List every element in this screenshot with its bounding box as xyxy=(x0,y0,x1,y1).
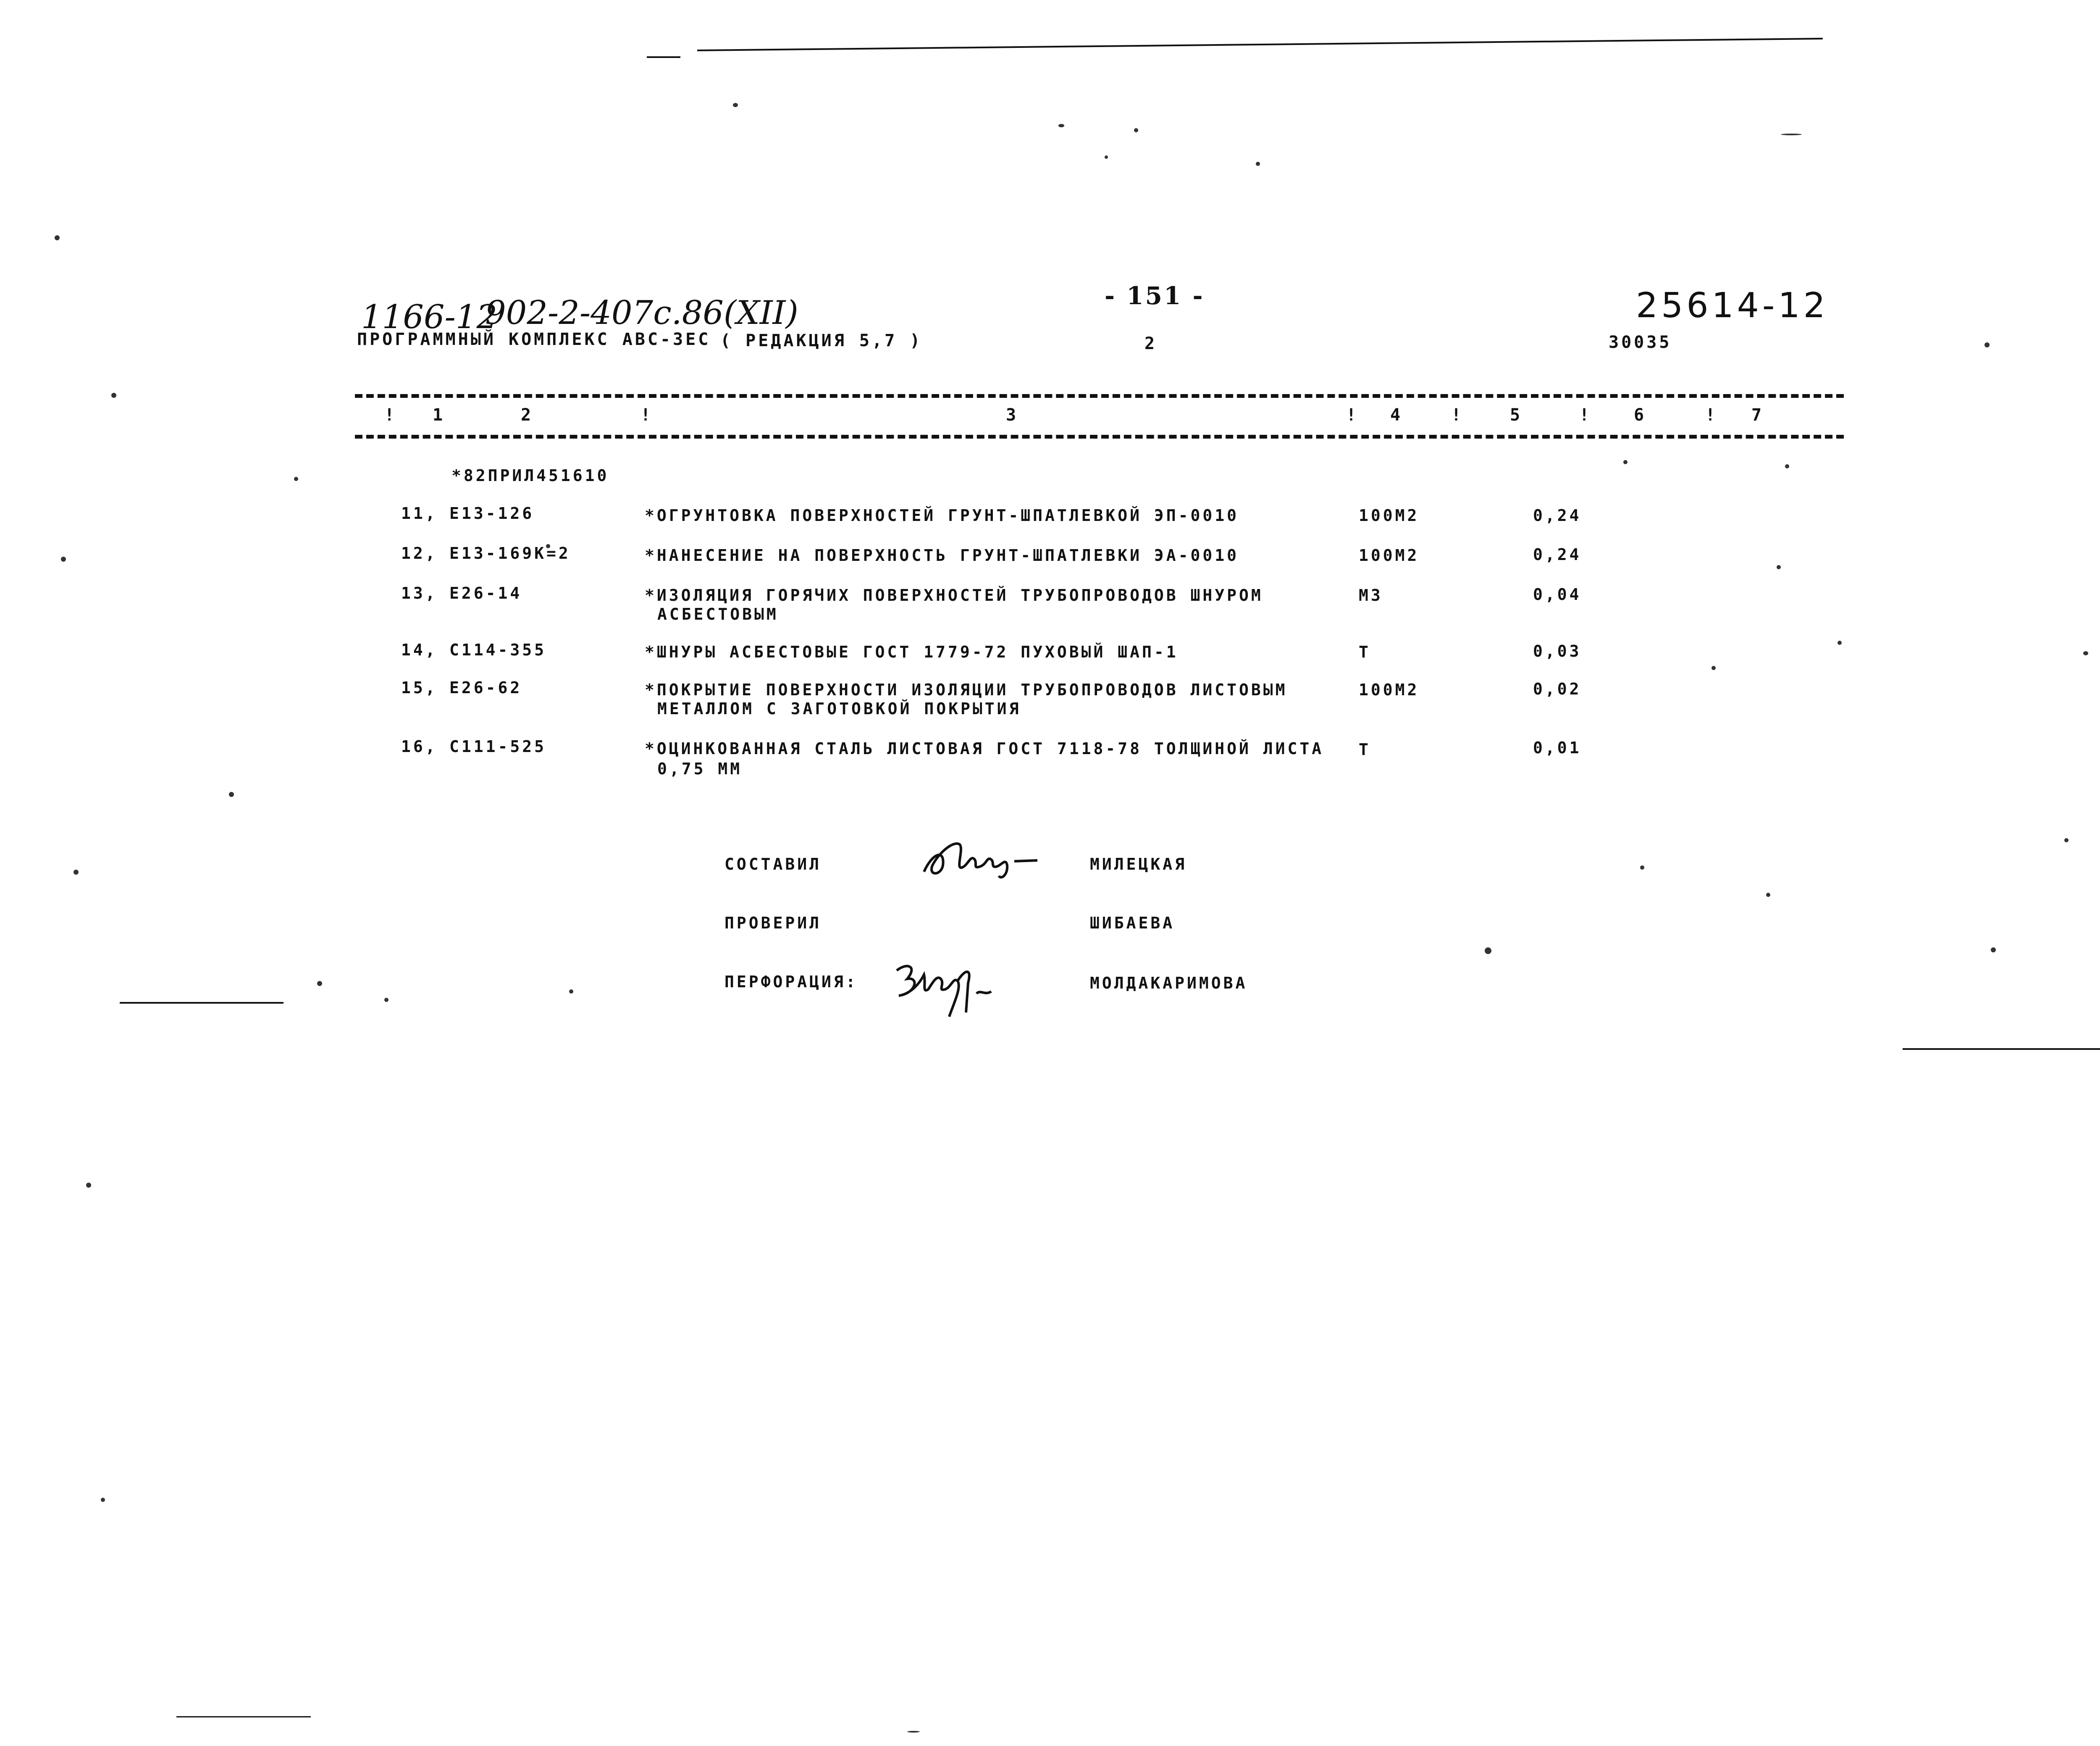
row-description: *ОЦИНКОВАННАЯ СТАЛЬ ЛИСТОВАЯ ГОСТ 7118-78 ТОЛЩИНОЙ ЛИСТА xyxy=(645,739,1324,758)
row-number: 16, xyxy=(401,737,438,756)
column-header-5: 5 xyxy=(1510,405,1523,425)
scan-line-right xyxy=(1903,1048,2100,1050)
row-quantity: 0,01 xyxy=(1533,739,1582,757)
row-unit: 100М2 xyxy=(1359,506,1420,525)
row-description-cont: 0,75 ММ xyxy=(657,760,743,778)
row-quantity: 0,24 xyxy=(1533,545,1582,564)
scan-speck xyxy=(1640,865,1644,870)
scan-speck xyxy=(1134,128,1138,132)
scan-speck xyxy=(1105,155,1108,159)
header-rule-bottom xyxy=(355,435,1844,439)
column-header-4: 4 xyxy=(1390,405,1403,425)
program-name: ПРОГРАММНЫЙ КОМПЛЕКС АВС-ЗЕС xyxy=(357,330,711,349)
scan-speck xyxy=(1781,134,1802,135)
scan-speck xyxy=(2064,838,2068,842)
scan-speck xyxy=(229,792,234,797)
column-header-2: 2 xyxy=(521,405,534,425)
column-separator: ! xyxy=(1451,405,1464,425)
scan-speck xyxy=(1984,342,1990,347)
column-header-6: 6 xyxy=(1634,405,1647,425)
signature-name-perforation: МОЛДАКАРИМОВА xyxy=(1090,974,1248,992)
column-header-1: 1 xyxy=(433,405,446,425)
scan-speck xyxy=(294,477,298,481)
row-code: Е26-62 xyxy=(449,678,522,697)
scan-line-bottom xyxy=(176,1716,311,1717)
scan-speck xyxy=(55,235,60,240)
page-number: - 151 - xyxy=(1105,281,1205,310)
row-quantity: 0,02 xyxy=(1533,680,1582,698)
row-number: 12, xyxy=(401,544,438,563)
signature-name-compiled: МИЛЕЦКАЯ xyxy=(1090,855,1187,873)
signature-role-compiled: СОСТАВИЛ xyxy=(724,855,822,873)
row-description: *ШНУРЫ АСБЕСТОВЫЕ ГОСТ 1779-72 ПУХОВЫЙ ШАП-1 xyxy=(645,643,1179,661)
scan-speck xyxy=(1785,464,1789,468)
scan-speck xyxy=(733,103,738,107)
row-unit: М3 xyxy=(1359,586,1383,605)
scan-speck xyxy=(1766,893,1770,897)
row-code: Е26-14 xyxy=(449,584,522,602)
edition-label: ( РЕДАКЦИЯ 5,7 ) xyxy=(720,331,923,350)
scan-speck xyxy=(74,870,79,875)
row-description: *ОГРУНТОВКА ПОВЕРХНОСТЕЙ ГРУНТ-ШПАТЛЕВКОЙ ЭП-0010 xyxy=(645,506,1239,525)
handwritten-signature-compiled xyxy=(920,836,1042,886)
row-description: *ИЗОЛЯЦИЯ ГОРЯЧИХ ПОВЕРХНОСТЕЙ ТРУБОПРОВОДОВ ШНУРОМ xyxy=(645,586,1263,605)
header-rule-top xyxy=(355,394,1844,398)
scan-speck xyxy=(2083,651,2088,655)
row-quantity: 0,03 xyxy=(1533,642,1582,660)
scan-speck xyxy=(101,1498,105,1502)
scan-speck xyxy=(317,981,322,986)
row-description: *НАНЕСЕНИЕ НА ПОВЕРХНОСТЬ ГРУНТ-ШПАТЛЕВКИ ЭА-0010 xyxy=(645,546,1239,565)
scan-speck xyxy=(1256,162,1260,166)
scan-line-top-stub xyxy=(647,56,680,58)
scan-speck xyxy=(1485,947,1491,954)
scan-line-top xyxy=(697,38,1823,51)
row-unit: Т xyxy=(1359,740,1371,759)
section-code: *82ПРИЛ451610 xyxy=(452,466,609,485)
handwritten-right-code: 25614-12 xyxy=(1636,286,1829,326)
row-quantity: 0,04 xyxy=(1533,585,1582,604)
scan-speck xyxy=(569,989,573,994)
row-number: 15, xyxy=(401,678,438,697)
row-description-cont: МЕТАЛЛОМ С ЗАГОТОВКОЙ ПОКРЫТИЯ xyxy=(657,699,1021,718)
row-number: 14, xyxy=(401,641,438,659)
code-right: 30035 xyxy=(1609,333,1672,352)
scan-speck xyxy=(1623,460,1628,464)
scan-speck xyxy=(1777,565,1781,569)
signature-role-checked: ПРОВЕРИЛ xyxy=(724,914,822,932)
row-code: Е13-126 xyxy=(449,504,535,523)
scan-speck xyxy=(111,393,116,398)
scan-speck xyxy=(1838,641,1842,645)
column-header-7: 7 xyxy=(1751,405,1764,425)
scan-speck xyxy=(1991,947,1996,952)
row-code: С111-525 xyxy=(449,737,547,756)
handwritten-left-code: 1166-12 xyxy=(361,298,498,336)
sheet-number: 2 xyxy=(1144,334,1158,353)
scan-speck xyxy=(1058,124,1064,127)
row-description: *ПОКРЫТИЕ ПОВЕРХНОСТИ ИЗОЛЯЦИИ ТРУБОПРОВОДОВ ЛИСТОВЫМ xyxy=(645,681,1288,699)
row-number: 13, xyxy=(401,584,438,602)
scan-speck xyxy=(384,998,388,1002)
row-code: Е13-169К=2 xyxy=(449,544,571,563)
row-number: 11, xyxy=(401,504,438,523)
row-unit: 100М2 xyxy=(1359,681,1420,699)
column-separator: ! xyxy=(1579,405,1592,425)
scan-speck xyxy=(1712,666,1716,670)
scan-speck xyxy=(61,557,66,562)
column-separator: ! xyxy=(1346,405,1359,425)
column-separator: ! xyxy=(640,405,654,425)
row-unit: Т xyxy=(1359,643,1371,661)
column-separator: ! xyxy=(1705,405,1718,425)
signature-role-perforation: ПЕРФОРАЦИЯ: xyxy=(724,973,858,991)
row-quantity: 0,24 xyxy=(1533,506,1582,525)
handwritten-signature-perforation xyxy=(890,954,1000,1021)
column-separator: ! xyxy=(384,405,397,425)
scan-speck xyxy=(907,1731,920,1733)
row-code: С114-355 xyxy=(449,641,547,659)
row-description-cont: АСБЕСТОВЫМ xyxy=(657,605,779,623)
scan-speck xyxy=(86,1183,91,1188)
handwritten-document-code: 902-2-407c.86(XII) xyxy=(485,294,798,332)
signature-name-checked: ШИБАЕВА xyxy=(1090,914,1175,932)
column-header-3: 3 xyxy=(1006,405,1019,425)
scan-line-left xyxy=(120,1002,284,1004)
row-unit: 100М2 xyxy=(1359,546,1420,565)
